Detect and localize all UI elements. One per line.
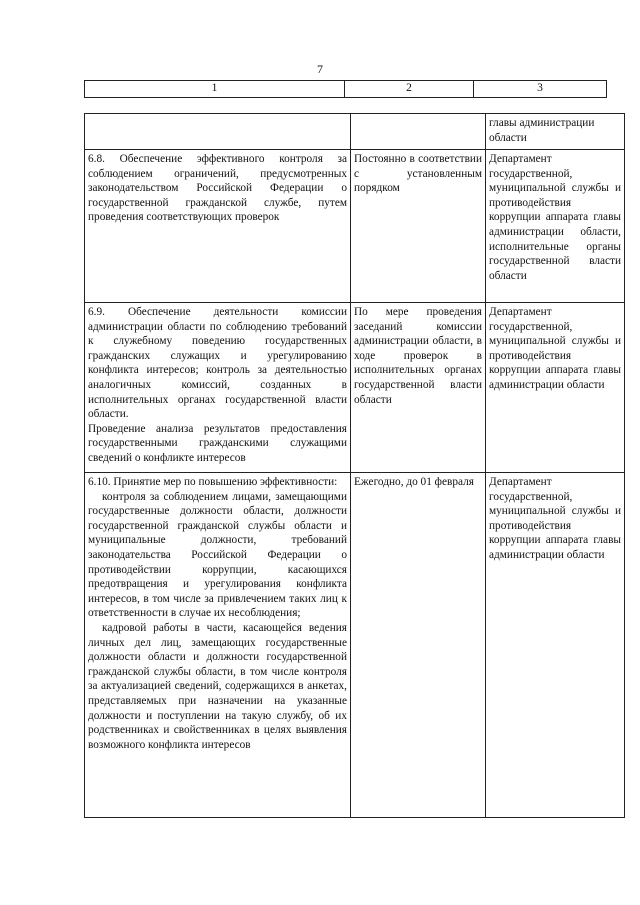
table-cell: главы администрации области <box>486 114 625 150</box>
table-cell <box>351 114 486 150</box>
measure-text: 6.8. Обеспечение эффективного контроля за соблюдением ограничений, предусмотренных законодательством Российской Федерации о государственной гражданской службе, путем проведения соответствующих проверок <box>88 153 347 224</box>
header-col-2: 2 <box>345 81 474 98</box>
table-row-6-9 <box>85 303 625 473</box>
responsible-cell: Департамент государственной, муниципальной службы и противодействия коррупции аппарата главы администрации области <box>486 303 625 473</box>
measure-text: Проведение анализа результатов предоставления государственными гражданскими служащими сведений о конфликте интересов <box>88 422 347 464</box>
table-row-6-8 <box>85 150 625 303</box>
table-row-6-10 <box>85 473 625 818</box>
measure-text: контроля за соблюдением лицами, замещающими государственные должности области, должности государственной гражданской службы области и муниципальные должности, требований законодательства Российской Федерации о противодействии коррупции, касающихся предотвращения и урегулирования конфликта интересов, в том числе за привлечением таких лиц к ответственности в случае их несоблюдения; <box>88 490 347 620</box>
table-cell <box>85 150 351 303</box>
header-col-1: 1 <box>85 81 345 98</box>
table-row-continued <box>85 114 625 150</box>
deadline-cell: Ежегодно, до 01 февраля <box>351 473 486 818</box>
deadline-cell: По мере проведения заседаний комиссии администрации области, в ходе проверок в исполнительных органах государственной власти области <box>351 303 486 473</box>
measure-text: 6.10. Принятие мер по повышению эффективности: <box>88 476 338 488</box>
table-cell <box>85 114 351 150</box>
measure-text: 6.9. Обеспечение деятельности комиссии администрации области по соблюдению требований к служебному поведению государственных гражданских служащих и урегулированию конфликта интересов; контроль за деятельностью аналогичных комиссий, созданных в исполнительных органах государственной власти области. <box>88 306 347 421</box>
responsible-cell: Департамент государственной, муниципальной службы и противодействия коррупции аппарата главы администрации области, исполнительные органы государственной власти области <box>486 150 625 303</box>
measure-text: кадровой работы в части, касающейся ведения личных дел лиц, замещающих государственные должности области и должности государственной гражданской службы области, в том числе контроля за актуализацией сведений, содержащихся в анкетах, представляемых при назначении на указанные должности и поступлении на такую службу, об их родственниках и свойственниках в целях выявления возможного конфликта интересов <box>88 621 347 751</box>
header-col-3: 3 <box>474 81 607 98</box>
page-number: 7 <box>317 62 323 76</box>
table-cell <box>85 303 351 473</box>
responsible-cell: Департамент государственной, муниципальной службы и противодействия коррупции аппарата главы администрации области <box>486 473 625 818</box>
table-header <box>84 80 607 98</box>
plan-table <box>84 113 625 818</box>
table-cell <box>85 473 351 818</box>
deadline-cell: Постоянно в соответствии с установленным порядком <box>351 150 486 303</box>
